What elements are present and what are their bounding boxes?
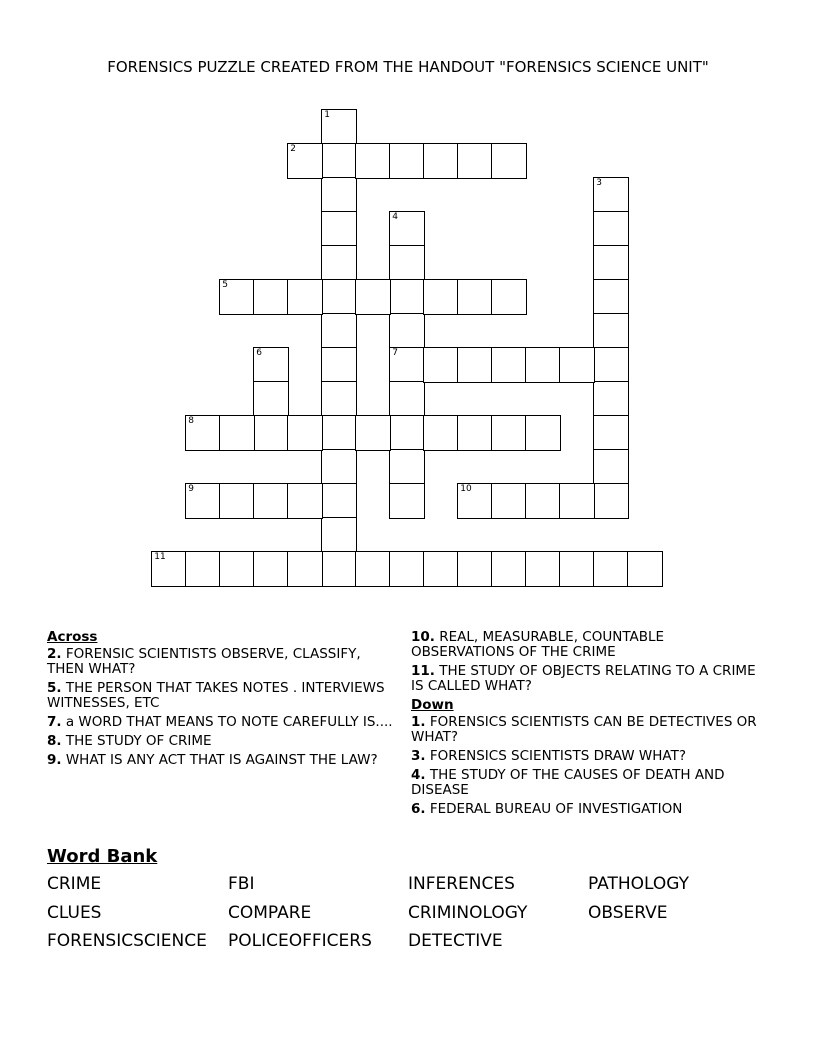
grid-cell[interactable] — [491, 143, 527, 179]
grid-cell[interactable] — [593, 313, 629, 349]
grid-cell[interactable] — [253, 347, 289, 383]
grid-cell[interactable] — [355, 551, 391, 587]
grid-cell[interactable] — [355, 143, 391, 179]
clue-number: 2 — [290, 144, 296, 155]
clue-text: FEDERAL BUREAU OF INVESTIGATION — [425, 801, 683, 817]
clue-num: 5. — [47, 680, 62, 696]
clue-num: 8. — [47, 733, 62, 749]
grid-cell[interactable] — [491, 415, 527, 451]
clue-number: 11 — [154, 552, 166, 563]
grid-cell[interactable] — [627, 551, 663, 587]
clue — [47, 715, 397, 730]
word-bank-item: PATHOLOGY — [588, 874, 689, 894]
grid-cell[interactable] — [287, 279, 323, 315]
grid-cell[interactable] — [389, 143, 425, 179]
word-bank-item: FORENSICSCIENCE — [47, 931, 207, 951]
grid-cell[interactable] — [593, 415, 629, 451]
grid-cell[interactable] — [593, 449, 629, 485]
word-bank-item: CRIME — [47, 874, 102, 894]
grid-cell[interactable] — [525, 551, 561, 587]
grid-cell[interactable] — [321, 517, 357, 553]
grid-cell[interactable] — [321, 279, 357, 315]
grid-cell[interactable] — [253, 483, 289, 519]
grid-cell[interactable] — [525, 483, 561, 519]
word-bank-item: DETECTIVE — [408, 931, 503, 951]
clue — [47, 647, 397, 677]
clue-number: 8 — [188, 416, 194, 427]
clue-number: 3 — [596, 178, 602, 189]
grid-cell[interactable] — [389, 551, 425, 587]
grid-cell[interactable] — [593, 245, 629, 281]
grid-cell[interactable] — [457, 347, 493, 383]
grid-cell[interactable] — [491, 347, 527, 383]
grid-cell[interactable] — [151, 551, 187, 587]
grid-cell[interactable] — [253, 551, 289, 587]
grid-cell[interactable] — [219, 279, 255, 315]
grid-cell[interactable] — [423, 347, 459, 383]
grid-cell[interactable] — [389, 381, 425, 417]
grid-cell[interactable] — [457, 415, 493, 451]
grid-cell[interactable] — [457, 279, 493, 315]
clue-text: THE STUDY OF THE CAUSES OF DEATH AND DISEASE — [411, 767, 725, 798]
word-bank-item: COMPARE — [228, 902, 312, 923]
grid-cell[interactable] — [559, 551, 595, 587]
clue — [411, 768, 761, 798]
grid-cell[interactable] — [321, 347, 357, 383]
grid-cell[interactable] — [219, 483, 255, 519]
clue-text: THE STUDY OF CRIME — [61, 733, 212, 749]
word-bank-item: CRIMINOLOGY — [408, 902, 528, 923]
clue-num: 10. — [411, 629, 435, 645]
word-bank-title: Word Bank — [47, 846, 158, 867]
word-bank-item: INFERENCES — [408, 874, 515, 894]
clues-column-right — [411, 630, 761, 821]
clue-num: 9. — [47, 752, 62, 768]
grid-cell[interactable] — [457, 143, 493, 179]
clue-text: FORENSICS SCIENTISTS CAN BE DETECTIVES OR WHAT? — [411, 714, 757, 745]
grid-cell[interactable] — [185, 415, 221, 451]
grid-cell[interactable] — [321, 381, 357, 417]
grid-cell[interactable] — [321, 109, 357, 145]
clue-text: FORENSIC SCIENTISTS OBSERVE, CLASSIFY, THEN WHAT? — [47, 646, 361, 677]
grid-cell[interactable] — [389, 415, 425, 451]
grid-cell[interactable] — [321, 483, 357, 519]
clue — [411, 630, 761, 660]
grid-cell[interactable] — [389, 211, 425, 247]
clue — [411, 664, 761, 694]
clues-column-left — [47, 630, 397, 772]
grid-cell[interactable] — [559, 483, 595, 519]
grid-cell[interactable] — [389, 279, 425, 315]
word-bank-item: OBSERVE — [588, 902, 668, 923]
puzzle-title: FORENSICS PUZZLE CREATED FROM THE HANDOUT "FORENSICS SCIENCE UNIT" — [107, 58, 709, 76]
clue-num: 2. — [47, 646, 62, 662]
clue-number: 1 — [324, 110, 330, 121]
clue-text: REAL, MEASURABLE, COUNTABLE OBSERVATIONS OF THE CRIME — [411, 629, 665, 660]
clue-num: 4. — [411, 767, 426, 783]
word-bank-item: CLUES — [47, 902, 102, 923]
grid-cell[interactable] — [321, 143, 357, 179]
clue-text: a WORD THAT MEANS TO NOTE CAREFULLY IS.... — [61, 714, 393, 730]
clue — [411, 749, 761, 764]
grid-cell[interactable] — [287, 143, 323, 179]
grid-cell[interactable] — [525, 415, 561, 451]
grid-cell[interactable] — [321, 177, 357, 213]
clue — [411, 802, 761, 817]
clue-num: 11. — [411, 663, 435, 679]
grid-cell[interactable] — [457, 483, 493, 519]
grid-cell[interactable] — [253, 279, 289, 315]
clue-num: 6. — [411, 801, 426, 817]
grid-cell[interactable] — [287, 415, 323, 451]
grid-cell[interactable] — [321, 449, 357, 485]
grid-cell[interactable] — [321, 245, 357, 281]
grid-cell[interactable] — [559, 347, 595, 383]
grid-cell[interactable] — [593, 551, 629, 587]
grid-cell[interactable] — [321, 415, 357, 451]
grid-cell[interactable] — [457, 551, 493, 587]
grid-cell[interactable] — [253, 381, 289, 417]
grid-cell[interactable] — [287, 483, 323, 519]
clue-number: 6 — [256, 348, 262, 359]
grid-cell[interactable] — [355, 279, 391, 315]
word-bank-item: POLICEOFFICERS — [228, 931, 372, 951]
clue-text: WHAT IS ANY ACT THAT IS AGAINST THE LAW? — [61, 752, 378, 768]
clue-text: THE STUDY OF OBJECTS RELATING TO A CRIME IS CALLED WHAT? — [411, 663, 756, 694]
grid-cell[interactable] — [593, 211, 629, 247]
clue-text: FORENSICS SCIENTISTS DRAW WHAT? — [425, 748, 687, 764]
grid-cell[interactable] — [389, 449, 425, 485]
clue — [411, 715, 761, 745]
grid-cell[interactable] — [389, 483, 425, 519]
clue-number: 9 — [188, 484, 194, 495]
grid-cell[interactable] — [321, 551, 357, 587]
grid-cell[interactable] — [389, 347, 425, 383]
grid-cell[interactable] — [219, 551, 255, 587]
grid-cell[interactable] — [321, 313, 357, 349]
grid-cell[interactable] — [593, 279, 629, 315]
grid-cell[interactable] — [423, 279, 459, 315]
clue-number: 10 — [460, 484, 472, 495]
grid-cell[interactable] — [593, 347, 629, 383]
clue-num: 1. — [411, 714, 426, 730]
grid-cell[interactable] — [593, 483, 629, 519]
grid-cell[interactable] — [287, 551, 323, 587]
clue — [47, 753, 397, 768]
clue-number: 7 — [392, 348, 398, 359]
grid-cell[interactable] — [253, 415, 289, 451]
grid-cell[interactable] — [185, 483, 221, 519]
grid-cell[interactable] — [423, 551, 459, 587]
grid-cell[interactable] — [423, 415, 459, 451]
grid-cell[interactable] — [491, 483, 527, 519]
grid-cell[interactable] — [593, 177, 629, 213]
grid-cell[interactable] — [525, 347, 561, 383]
clue-num: 3. — [411, 748, 426, 764]
grid-cell[interactable] — [219, 415, 255, 451]
grid-cell[interactable] — [491, 551, 527, 587]
clue-text: THE PERSON THAT TAKES NOTES . INTERVIEWS WITNESSES, ETC — [47, 680, 385, 711]
clue-number: 5 — [222, 280, 228, 291]
grid-cell[interactable] — [423, 143, 459, 179]
clue — [47, 734, 397, 749]
grid-cell[interactable] — [389, 313, 425, 349]
clue — [47, 681, 397, 711]
grid-cell[interactable] — [389, 245, 425, 281]
grid-cell[interactable] — [491, 279, 527, 315]
grid-cell[interactable] — [593, 381, 629, 417]
grid-cell[interactable] — [321, 211, 357, 247]
across-heading: Across — [47, 629, 98, 645]
grid-cell[interactable] — [185, 551, 221, 587]
down-heading: Down — [411, 697, 454, 713]
word-bank-item: FBI — [228, 874, 255, 894]
clue-num: 7. — [47, 714, 62, 730]
clue-number: 4 — [392, 212, 398, 223]
grid-cell[interactable] — [355, 415, 391, 451]
